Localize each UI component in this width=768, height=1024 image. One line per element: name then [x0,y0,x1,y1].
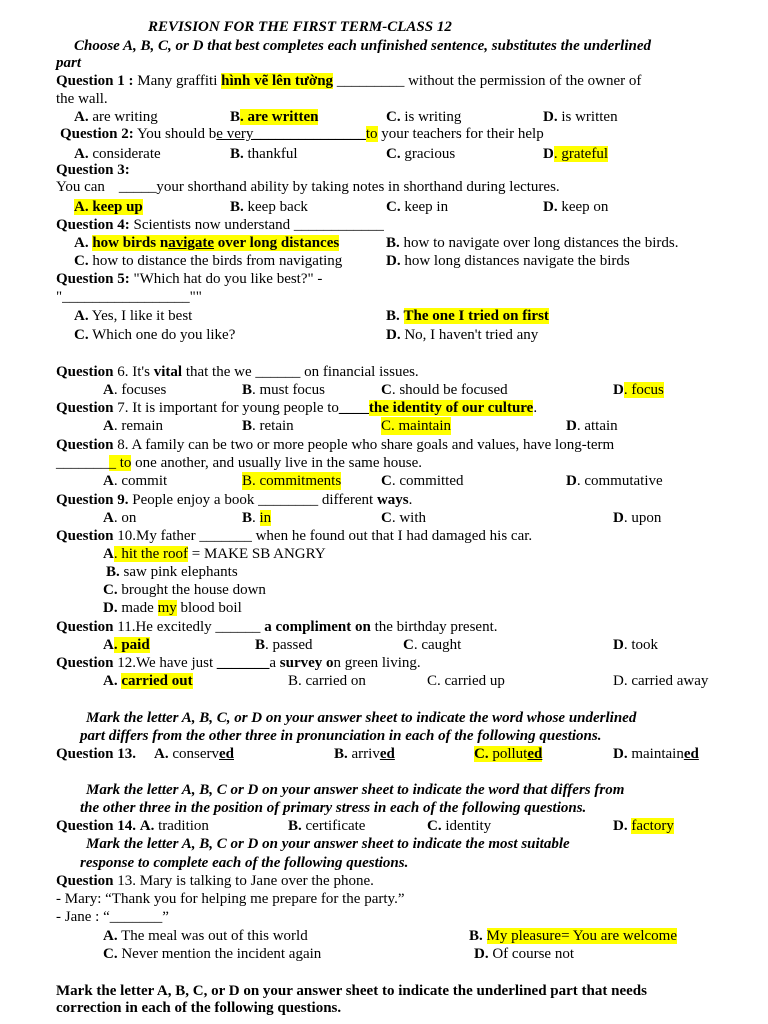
instruction-2-line-2: part differs from the other three in pronunciation in each of the following questions. [80,728,602,744]
question-3: You can _____your shorthand ability by taking notes in shorthand during lectures. [56,179,560,195]
option-a: A. commit [103,473,168,489]
question-9: Question 9. People enjoy a book ________ different ways. [56,492,413,508]
option-b: B. are written [230,109,319,125]
question-5-line-2: "_________________"" [56,289,202,305]
option-b: B. The one I tried on first [386,308,549,324]
page-title: REVISION FOR THE FIRST TERM-CLASS 12 [148,19,452,35]
option-c: C. maintain [381,418,451,434]
option-a: A. carried out [103,673,193,689]
option-b: B. commitments [242,473,342,489]
instruction-5-line-1: Mark the letter A, B, C, or D on your answer sheet to indicate the underlined part that needs [56,983,647,999]
option-d: D. commutative [566,473,663,489]
option-a: A. hit the roof = MAKE SB ANGRY [103,546,326,562]
option-c: C. should be focused [381,382,508,398]
instruction-3-line-2: the other three in the position of primary stress in each of the following questions. [80,800,587,816]
option-c: C. Never mention the incident again [103,946,322,962]
option-b: B. keep back [230,199,308,215]
option-a: A. Yes, I like it best [74,308,193,324]
question-14: Question 14. A. tradition [56,818,209,834]
question-1: Question 1 : Many graffiti hình vẽ lên tường _________ without the permission of the owner of [56,73,642,89]
option-d: D. keep on [543,199,609,215]
option-d: D. made my blood boil [103,600,242,616]
option-d: D. focus [613,382,664,398]
option-d: D. grateful [543,146,608,162]
option-d: D. maintained [613,746,699,762]
option-d: D. is written [543,109,618,125]
option-c: C. caught [403,637,462,653]
option-c: C. keep in [386,199,449,215]
option-c: C. how to distance the birds from navigating [74,253,343,269]
option-c: C. carried up [427,673,505,689]
option-b: B. arrived [334,746,395,762]
option-a: A. focuses [103,382,167,398]
option-a: A. remain [103,418,163,434]
dialogue-mary: - Mary: “Thank you for helping me prepare for the party.” [56,891,405,907]
question-10: Question 10.My father _______ when he found out that I had damaged his car. [56,528,533,544]
instruction-1-line-2: part [56,55,82,71]
option-d: D. factory [613,818,674,834]
question-12: Question 12.We have just _______a survey on green living. [56,655,421,671]
option-c: C. polluted [474,746,543,762]
option-b: B. certificate [288,818,366,834]
option-c: C. identity [427,818,492,834]
question-4: Question 4: Scientists now understand ____________ [56,217,384,233]
option-b: B. must focus [242,382,325,398]
question-5: Question 5: "Which hat do you like best?" - [56,271,323,287]
instruction-3-line-1: Mark the letter A, B, C or D on your answer sheet to indicate the word that differs from [86,782,625,798]
option-c: C. with [381,510,427,526]
question-13-response: Question 13. Mary is talking to Jane over the phone. [56,873,374,889]
question-8-line-2: ________ to one another, and usually live in the same house. [56,455,422,471]
option-d: D. attain [566,418,618,434]
option-b: B. how to navigate over long distances the birds. [386,235,679,251]
question-6: Question 6. It's vital that the we ______ on financial issues. [56,364,419,380]
option-d: D. how long distances navigate the birds [386,253,630,269]
option-b: B. saw pink elephants [106,564,238,580]
question-7: Question 7. It is important for young people to____the identity of our culture. [56,400,538,416]
question-1-line-2: the wall. [56,91,108,107]
option-a: A. conserved [154,746,234,762]
question-label: Question 1 : [56,73,134,89]
option-c: C. committed [381,473,464,489]
option-b: B. passed [255,637,313,653]
option-a: A. considerate [74,146,161,162]
option-d: D. took [613,637,659,653]
option-d: D. No, I haven't tried any [386,327,539,343]
dialogue-jane: - Jane : “_______” [56,909,169,925]
option-b: B. in [242,510,272,526]
option-b: B. retain [242,418,294,434]
instruction-5-line-2: correction in each of the following questions. [56,1000,342,1016]
option-d: D. carried away [613,673,709,689]
option-a: A. how birds navigate over long distances [74,235,340,251]
question-13-label: Question 13. [56,746,137,762]
option-c: C. gracious [386,146,456,162]
option-a: A. paid [103,637,150,653]
option-b: B. My pleasure= You are welcome [469,928,678,944]
instruction-4-line-2: response to complete each of the following questions. [80,855,409,871]
option-a: A. are writing [74,109,158,125]
question-2: Question 2: You should be very_______________to your teachers for their help [60,126,544,142]
option-c: C. brought the house down [103,582,266,598]
instruction-4-line-1: Mark the letter A, B, C or D on your answer sheet to indicate the most suitable [86,836,570,852]
option-d: D. Of course not [474,946,574,962]
option-a: A. keep up [74,199,143,215]
question-8: Question 8. A family can be two or more people who share goals and values, have long-term [56,437,615,453]
instruction-1-line-1: Choose A, B, C, or D that best completes each unfinished sentence, substitutes the underlined [74,38,652,54]
option-c: C. is writing [386,109,462,125]
instruction-2-line-1: Mark the letter A, B, C, or D on your answer sheet to indicate the word whose underlined [86,710,637,726]
option-d: D. upon [613,510,662,526]
question-11: Question 11.He excitedly ______ a compliment on the birthday present. [56,619,498,635]
option-b: B. thankful [230,146,298,162]
option-b: B. carried on [288,673,366,689]
option-c: C. Which one do you like? [74,327,236,343]
option-a: A. on [103,510,137,526]
question-3-label: Question 3: [56,162,130,178]
option-a: A. The meal was out of this world [103,928,308,944]
